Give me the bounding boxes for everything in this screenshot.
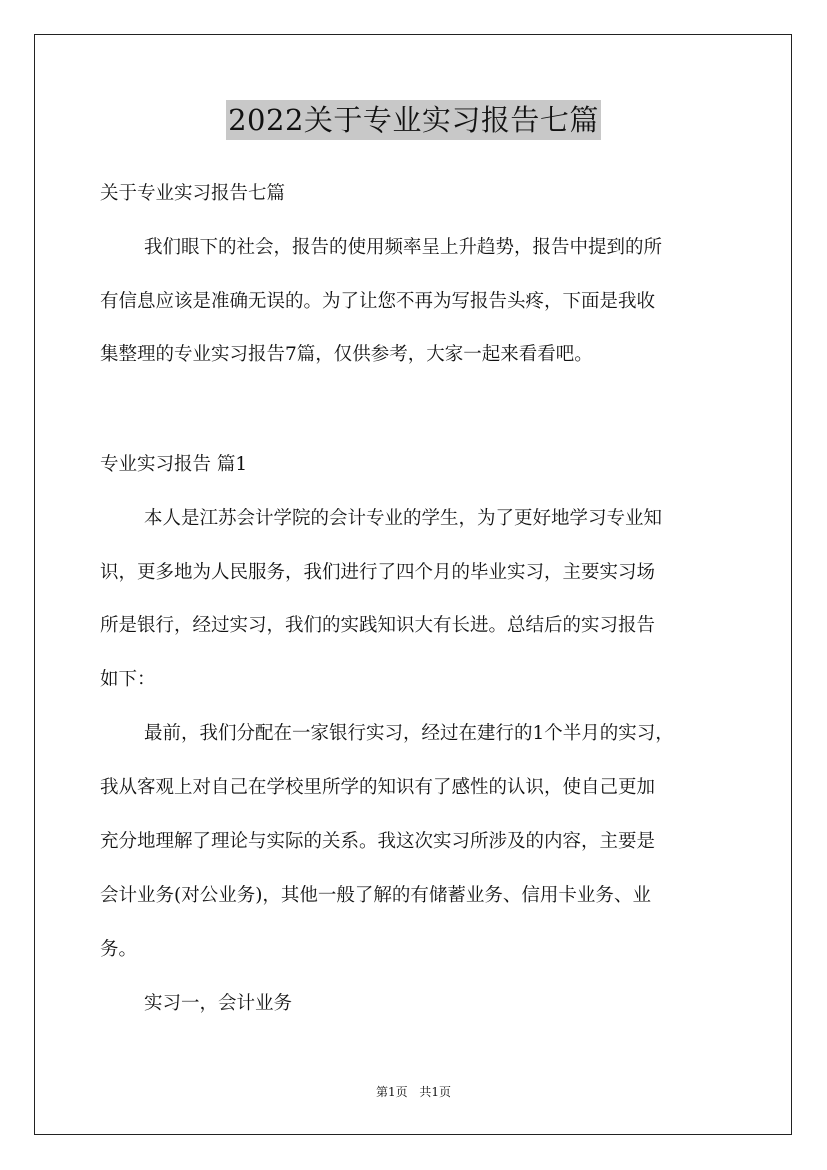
paragraph-line: 务。 bbox=[100, 939, 138, 960]
document-subtitle: 关于专业实习报告七篇 bbox=[100, 183, 286, 204]
paragraph-line: 最前，我们分配在一家银行实习，经过在建行的1个半月的实习， bbox=[144, 723, 674, 744]
section-heading: 专业实习报告 篇1 bbox=[100, 454, 248, 475]
paragraph-line: 充分地理解了理论与实际的关系。我这次实习所涉及的内容，主要是 bbox=[100, 831, 656, 852]
paragraph-line: 所是银行，经过实习，我们的实践知识大有长进。总结后的实习报告 bbox=[100, 615, 656, 636]
paragraph-line: 如下： bbox=[100, 669, 156, 690]
intro-line: 集整理的专业实习报告7篇，仅供参考，大家一起来看看吧。 bbox=[100, 344, 593, 365]
paragraph-line: 会计业务(对公业务)，其他一般了解的有储蓄业务、信用卡业务、业 bbox=[100, 885, 651, 906]
intro-line: 有信息应该是准确无误的。为了让您不再为写报告头疼，下面是我收 bbox=[100, 291, 656, 312]
intro-line: 我们眼下的社会，报告的使用频率呈上升趋势，报告中提到的所 bbox=[144, 237, 663, 258]
page-total: 共1页 bbox=[419, 1085, 452, 1099]
document-title: 2022关于专业实习报告七篇 bbox=[226, 100, 601, 140]
page-number: 第1页 bbox=[375, 1085, 408, 1099]
page-footer bbox=[0, 1084, 827, 1100]
paragraph-line: 我从客观上对自己在学校里所学的知识有了感性的认识，使自己更加 bbox=[100, 777, 656, 798]
paragraph-line: 识，更多地为人民服务，我们进行了四个月的毕业实习，主要实习场 bbox=[100, 562, 656, 583]
title-container bbox=[0, 100, 827, 140]
subsection-heading: 实习一，会计业务 bbox=[144, 993, 293, 1014]
paragraph-line: 本人是江苏会计学院的会计专业的学生，为了更好地学习专业知 bbox=[144, 508, 663, 529]
